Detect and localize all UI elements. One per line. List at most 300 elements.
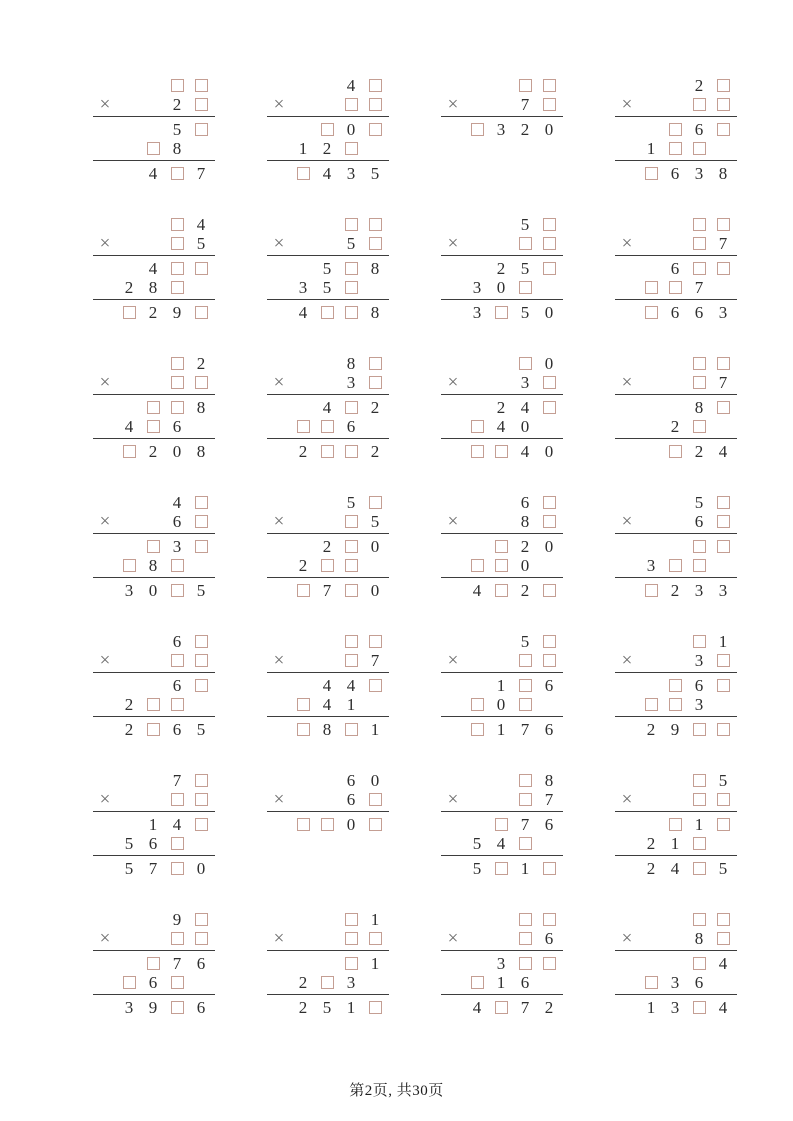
- digit: 3: [496, 954, 506, 973]
- problem-line: [267, 493, 389, 512]
- problem-line: [93, 373, 215, 392]
- digit: 4: [496, 417, 506, 436]
- digit: 4: [670, 859, 680, 878]
- problem-line: [267, 373, 389, 392]
- digit: 7: [148, 859, 158, 878]
- empty-box-outline: [669, 559, 682, 572]
- blank-cell: [465, 215, 489, 234]
- digit: 2: [322, 139, 332, 158]
- blank-cell: [639, 771, 663, 790]
- answer-box: [711, 910, 735, 929]
- blank-cell: [117, 493, 141, 512]
- empty-box-outline: [345, 98, 358, 111]
- blank-cell: [141, 632, 165, 651]
- problem-line: [441, 398, 563, 417]
- answer-box: [537, 95, 561, 114]
- digit: 5: [196, 581, 206, 600]
- problem-28: [615, 910, 737, 1049]
- empty-box-outline: [345, 913, 358, 926]
- answer-box: [363, 815, 387, 834]
- empty-box-outline: [297, 818, 310, 831]
- answer-box: [339, 278, 363, 297]
- digit: 1: [148, 815, 158, 834]
- blank-cell: [639, 632, 663, 651]
- digit: 6: [172, 720, 182, 739]
- rule-line: [267, 716, 389, 717]
- digit: 3: [718, 581, 728, 600]
- rule-line: [441, 811, 563, 812]
- blank-cell: [465, 373, 489, 392]
- problem-line: [93, 512, 215, 531]
- blank-cell: [465, 234, 489, 253]
- multiply-icon: ×: [273, 372, 285, 393]
- digit: 6: [520, 493, 530, 512]
- digit: 0: [520, 556, 530, 575]
- problem-line: [267, 632, 389, 651]
- problem-line: [615, 815, 737, 834]
- digit: 6: [346, 417, 356, 436]
- blank-cell: [465, 632, 489, 651]
- blank-cell: [615, 120, 639, 139]
- answer-box: [363, 676, 387, 695]
- multiply-icon: ×: [99, 233, 111, 254]
- digit: 1: [520, 859, 530, 878]
- problem-4: [615, 76, 737, 215]
- rule-line: [93, 950, 215, 951]
- problem-line: [615, 259, 737, 278]
- blank-cell: [615, 303, 639, 322]
- problem-line: [93, 120, 215, 139]
- blank-cell: [441, 859, 465, 878]
- blank-cell: [441, 973, 465, 992]
- blank-cell: [711, 278, 735, 297]
- blank-cell: [141, 354, 165, 373]
- blank-cell: [117, 771, 141, 790]
- digit: 5: [370, 512, 380, 531]
- problem-line: [267, 556, 389, 575]
- rule-line: [93, 160, 215, 161]
- rule-line: [615, 672, 737, 673]
- blank-cell: [117, 215, 141, 234]
- empty-box-outline: [693, 837, 706, 850]
- blank-cell: [315, 790, 339, 809]
- blank-cell: [93, 954, 117, 973]
- blank-cell: [315, 512, 339, 531]
- problem-line: [267, 651, 389, 670]
- digit: 2: [670, 417, 680, 436]
- digit: 2: [298, 556, 308, 575]
- multiply-icon: ×: [447, 511, 459, 532]
- problem-line: [441, 215, 563, 234]
- empty-box-outline: [519, 654, 532, 667]
- digit: 6: [544, 815, 554, 834]
- answer-box: [513, 790, 537, 809]
- blank-cell: [93, 910, 117, 929]
- empty-box-outline: [693, 559, 706, 572]
- digit: 5: [520, 259, 530, 278]
- empty-box-outline: [123, 559, 136, 572]
- answer-box: [165, 278, 189, 297]
- blank-cell: [465, 95, 489, 114]
- problem-line: [267, 354, 389, 373]
- problem-26: [267, 910, 389, 1049]
- blank-cell: [441, 910, 465, 929]
- blank-cell: [291, 398, 315, 417]
- answer-box: [663, 139, 687, 158]
- problem-line: [441, 859, 563, 878]
- multiply-icon: ×: [621, 233, 633, 254]
- problem-5: [93, 215, 215, 354]
- blank-cell: [489, 929, 513, 948]
- digit: 6: [148, 834, 158, 853]
- digit: 3: [694, 164, 704, 183]
- digit: 0: [172, 442, 182, 461]
- empty-box-outline: [369, 237, 382, 250]
- empty-box-outline: [717, 218, 730, 231]
- blank-cell: [639, 537, 663, 556]
- digit: 6: [346, 771, 356, 790]
- blank-cell: [141, 493, 165, 512]
- digit: 3: [646, 556, 656, 575]
- problem-9: [93, 354, 215, 493]
- answer-box: [189, 95, 213, 114]
- empty-box-outline: [345, 262, 358, 275]
- blank-cell: [291, 771, 315, 790]
- empty-box-outline: [693, 1001, 706, 1014]
- answer-box: [513, 929, 537, 948]
- blank-cell: [117, 354, 141, 373]
- problem-line: [93, 954, 215, 973]
- blank-cell: [141, 215, 165, 234]
- digit: 7: [196, 164, 206, 183]
- blank-cell: [663, 76, 687, 95]
- blank-cell: [315, 954, 339, 973]
- empty-box-outline: [369, 679, 382, 692]
- digit: 8: [718, 164, 728, 183]
- problem-line: [93, 651, 215, 670]
- blank-cell: [465, 76, 489, 95]
- answer-box: [513, 234, 537, 253]
- answer-box: [711, 815, 735, 834]
- multiply-icon: ×: [447, 233, 459, 254]
- empty-box-outline: [195, 913, 208, 926]
- blank-cell: [489, 76, 513, 95]
- digit: 3: [172, 537, 182, 556]
- empty-box-outline: [345, 957, 358, 970]
- blank-cell: [663, 354, 687, 373]
- problem-line: [267, 76, 389, 95]
- empty-box-outline: [519, 79, 532, 92]
- empty-box-outline: [543, 635, 556, 648]
- empty-box-outline: [519, 774, 532, 787]
- blank-cell: [267, 493, 291, 512]
- empty-box-outline: [693, 262, 706, 275]
- rule-line: [267, 811, 389, 812]
- empty-box-outline: [519, 237, 532, 250]
- answer-box: [711, 398, 735, 417]
- blank-cell: [711, 834, 735, 853]
- blank-cell: [441, 815, 465, 834]
- answer-box: [711, 259, 735, 278]
- blank-cell: [267, 695, 291, 714]
- answer-box: [315, 120, 339, 139]
- blank-cell: [141, 512, 165, 531]
- multiply-icon: ×: [447, 94, 459, 115]
- empty-box-outline: [471, 698, 484, 711]
- rule-line: [267, 116, 389, 117]
- blank-cell: [465, 910, 489, 929]
- digit: 2: [694, 442, 704, 461]
- digit: 2: [124, 695, 134, 714]
- digit: 6: [172, 417, 182, 436]
- digit: 2: [520, 120, 530, 139]
- blank-cell: [93, 215, 117, 234]
- answer-box: [165, 834, 189, 853]
- problem-line: [441, 442, 563, 461]
- answer-box: [117, 973, 141, 992]
- digit: 7: [520, 720, 530, 739]
- empty-box-outline: [195, 306, 208, 319]
- blank-cell: [489, 493, 513, 512]
- blank-cell: [363, 417, 387, 436]
- blank-cell: [615, 215, 639, 234]
- blank-cell: [291, 95, 315, 114]
- empty-box-outline: [345, 306, 358, 319]
- answer-box: [711, 929, 735, 948]
- answer-box: [141, 695, 165, 714]
- rule-line: [615, 438, 737, 439]
- answer-box: [165, 373, 189, 392]
- digit: 7: [520, 998, 530, 1017]
- blank-cell: [465, 512, 489, 531]
- empty-box-outline: [543, 218, 556, 231]
- problem-16: [615, 493, 737, 632]
- blank-cell: [93, 442, 117, 461]
- digit: 3: [496, 120, 506, 139]
- answer-box: [639, 973, 663, 992]
- blank-cell: [615, 815, 639, 834]
- problem-line: [615, 139, 737, 158]
- blank-cell: [93, 259, 117, 278]
- blank-cell: [117, 910, 141, 929]
- problem-line: [93, 76, 215, 95]
- blank-cell: [93, 695, 117, 714]
- empty-box-outline: [147, 723, 160, 736]
- rule-line: [615, 299, 737, 300]
- empty-box-outline: [369, 79, 382, 92]
- problem-line: [267, 676, 389, 695]
- blank-cell: [93, 632, 117, 651]
- digit: 4: [322, 398, 332, 417]
- answer-box: [537, 373, 561, 392]
- blank-cell: [615, 954, 639, 973]
- empty-box-outline: [543, 79, 556, 92]
- blank-cell: [639, 493, 663, 512]
- digit: 7: [718, 373, 728, 392]
- answer-box: [537, 493, 561, 512]
- digit: 5: [520, 632, 530, 651]
- digit: 2: [124, 720, 134, 739]
- rule-line: [93, 116, 215, 117]
- problem-line: [441, 373, 563, 392]
- answer-box: [513, 834, 537, 853]
- blank-cell: [711, 139, 735, 158]
- problem-line: [441, 234, 563, 253]
- digit: 7: [322, 581, 332, 600]
- blank-cell: [537, 834, 561, 853]
- empty-box-outline: [495, 818, 508, 831]
- blank-cell: [639, 512, 663, 531]
- answer-box: [189, 910, 213, 929]
- digit: 9: [172, 303, 182, 322]
- problem-line: [441, 954, 563, 973]
- answer-box: [189, 815, 213, 834]
- rule-line: [93, 577, 215, 578]
- answer-box: [189, 259, 213, 278]
- problem-line: [441, 76, 563, 95]
- digit: 0: [496, 278, 506, 297]
- answer-box: [687, 771, 711, 790]
- problem-10: [267, 354, 389, 493]
- digit: 8: [520, 512, 530, 531]
- answer-box: [489, 859, 513, 878]
- blank-cell: [441, 581, 465, 600]
- blank-cell: [267, 164, 291, 183]
- empty-box-outline: [693, 774, 706, 787]
- digit: 5: [322, 259, 332, 278]
- multiply-icon: ×: [273, 511, 285, 532]
- empty-box-outline: [369, 123, 382, 136]
- blank-cell: [615, 537, 639, 556]
- multiply-icon: ×: [447, 650, 459, 671]
- blank-cell: [639, 354, 663, 373]
- multiply-icon: ×: [273, 233, 285, 254]
- blank-cell: [663, 493, 687, 512]
- answer-box: [687, 234, 711, 253]
- blank-cell: [189, 556, 213, 575]
- empty-box-outline: [519, 281, 532, 294]
- blank-cell: [465, 676, 489, 695]
- problem-line: [615, 234, 737, 253]
- blank-cell: [267, 581, 291, 600]
- rule-line: [93, 394, 215, 395]
- blank-cell: [93, 998, 117, 1017]
- digit: 9: [670, 720, 680, 739]
- blank-cell: [489, 354, 513, 373]
- rule-line: [267, 577, 389, 578]
- empty-box-outline: [519, 793, 532, 806]
- digit: 1: [670, 834, 680, 853]
- problem-line: [267, 120, 389, 139]
- digit: 2: [124, 278, 134, 297]
- answer-box: [189, 303, 213, 322]
- answer-box: [513, 676, 537, 695]
- blank-cell: [615, 720, 639, 739]
- blank-cell: [639, 259, 663, 278]
- blank-cell: [441, 493, 465, 512]
- rule-line: [615, 950, 737, 951]
- blank-cell: [489, 373, 513, 392]
- multiply-icon: ×: [621, 94, 633, 115]
- answer-box: [339, 442, 363, 461]
- blank-cell: [441, 303, 465, 322]
- problem-12: [615, 354, 737, 493]
- digit: 5: [520, 303, 530, 322]
- empty-box-outline: [369, 932, 382, 945]
- digit: 5: [718, 859, 728, 878]
- empty-box-outline: [171, 584, 184, 597]
- blank-cell: [465, 354, 489, 373]
- blank-cell: [189, 834, 213, 853]
- multiply-icon: ×: [447, 928, 459, 949]
- blank-cell: [441, 771, 465, 790]
- blank-cell: [441, 259, 465, 278]
- problem-line: [441, 815, 563, 834]
- blank-cell: [465, 259, 489, 278]
- empty-box-outline: [195, 376, 208, 389]
- empty-box-outline: [717, 357, 730, 370]
- empty-box-outline: [147, 420, 160, 433]
- blank-cell: [615, 417, 639, 436]
- answer-box: [711, 790, 735, 809]
- answer-box: [189, 373, 213, 392]
- blank-cell: [615, 834, 639, 853]
- blank-cell: [117, 398, 141, 417]
- blank-cell: [639, 929, 663, 948]
- multiply-icon: ×: [273, 650, 285, 671]
- blank-cell: [117, 373, 141, 392]
- answer-box: [165, 398, 189, 417]
- blank-cell: [189, 139, 213, 158]
- blank-cell: [315, 234, 339, 253]
- answer-box: [363, 373, 387, 392]
- digit: 3: [718, 303, 728, 322]
- digit: 6: [694, 973, 704, 992]
- answer-box: [189, 790, 213, 809]
- empty-box-outline: [519, 837, 532, 850]
- answer-box: [489, 581, 513, 600]
- blank-cell: [639, 234, 663, 253]
- digit: 3: [694, 695, 704, 714]
- answer-box: [315, 417, 339, 436]
- empty-box-outline: [195, 818, 208, 831]
- blank-cell: [291, 76, 315, 95]
- blank-cell: [663, 234, 687, 253]
- blank-cell: [93, 973, 117, 992]
- digit: 0: [346, 120, 356, 139]
- digit: 0: [520, 417, 530, 436]
- answer-box: [363, 929, 387, 948]
- empty-box-outline: [345, 584, 358, 597]
- problem-line: [615, 790, 737, 809]
- problem-27: [441, 910, 563, 1049]
- blank-cell: [291, 537, 315, 556]
- empty-box-outline: [543, 376, 556, 389]
- digit: 4: [124, 417, 134, 436]
- blank-cell: [711, 417, 735, 436]
- empty-box-outline: [147, 401, 160, 414]
- digit: 5: [172, 120, 182, 139]
- answer-box: [363, 215, 387, 234]
- blank-cell: [141, 676, 165, 695]
- digit: 7: [520, 815, 530, 834]
- blank-cell: [267, 998, 291, 1017]
- digit: 6: [544, 720, 554, 739]
- rule-line: [93, 994, 215, 995]
- empty-box-outline: [669, 123, 682, 136]
- empty-box-outline: [345, 932, 358, 945]
- answer-box: [537, 215, 561, 234]
